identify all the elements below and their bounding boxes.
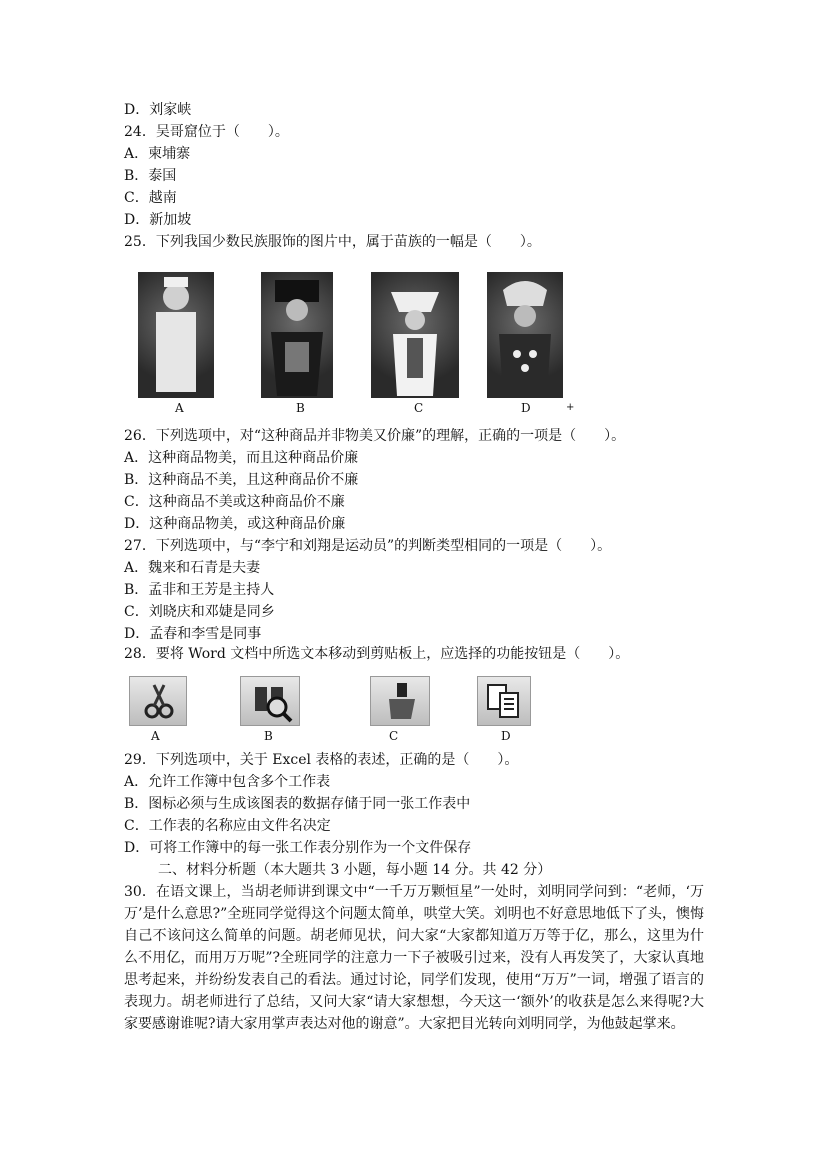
q26-option-c: C．这种商品不美或这种商品价不廉	[124, 494, 345, 510]
q25-label-a: A	[175, 401, 184, 415]
q24-option-b: B．泰国	[124, 168, 177, 184]
costume-photo-c	[371, 272, 459, 398]
q25-label-b: B	[296, 401, 305, 415]
q27-option-a: A．魏来和石青是夫妻	[124, 560, 261, 576]
q28-label-c: C	[389, 729, 399, 743]
section-2-heading: 二、材料分析题（本大题共 3 小题，每小题 14 分。共 42 分）	[158, 862, 552, 878]
q28-label-b: B	[264, 729, 273, 743]
q30-passage: 30．在语文课上，当胡老师讲到课文中“一千万万颗恒星”一处时，刘明同学问到：“老师，‘万万’是什么意思?”全班同学觉得这个问题太简单，哄堂大笑。刘明也不好意思地低下了头，懊悔自己不该问这么简单的问题。胡老师见状，问大家“大家都知道万万等于亿，那么，这里为什么不用亿，而用万万呢”?全班同学的注意力一下子被吸引过来，没有人再发笑了，大家认真地思考起来，并纷纷发表自己的看法。通过讨论，同学们发现，使用“万万”一词，增强了语言的表现力。胡老师进行了总结，又问大家“请大家想想，今天这一‘额外’的收获是怎么来得呢?大家要感谢谁呢?请大家用掌声表达对他的谢意”。大家把目光转向刘明同学，为他鼓起掌来。	[124, 884, 704, 1032]
q29-option-c: C．工作表的名称应由文件名决定	[124, 818, 331, 834]
q28-stem: 28．要将 Word 文档中所选文本移动到剪贴板上，应选择的功能按钮是（ ）。	[124, 646, 630, 662]
costume-photo-a	[138, 272, 214, 398]
q26-stem: 26．下列选项中，对“这种商品并非物美又价廉”的理解，正确的一项是（ ）。	[124, 428, 626, 444]
q25-label-c: C	[414, 401, 424, 415]
q24-option-c: C．越南	[124, 190, 177, 206]
q23-option-d: D．刘家峡	[124, 102, 192, 118]
format-painter-icon	[370, 676, 430, 726]
q26-option-d: D．这种商品物美，或这种商品价廉	[124, 516, 346, 532]
q25-label-d: D	[521, 401, 531, 415]
q25-stem: 25．下列我国少数民族服饰的图片中，属于苗族的一幅是（ ）。	[124, 234, 541, 250]
q27-option-c: C．刘晓庆和邓婕是同乡	[124, 604, 275, 620]
q29-option-a: A．允许工作簿中包含多个工作表	[124, 774, 331, 790]
scissors-icon	[129, 676, 187, 726]
q26-option-b: B．这种商品不美，且这种商品价不廉	[124, 472, 359, 488]
find-icon	[240, 676, 300, 726]
q29-option-d: D．可将工作簿中的每一张工作表分别作为一个文件保存	[124, 840, 472, 856]
q24-stem: 24．吴哥窟位于（ ）。	[124, 124, 289, 140]
q27-option-d: D．孟春和李雪是同事	[124, 626, 262, 642]
q29-option-b: B．图标必须与生成该图表的数据存储于同一张工作表中	[124, 796, 471, 812]
q26-option-a: A．这种商品物美，而且这种商品价廉	[124, 450, 359, 466]
q28-label-a: A	[151, 729, 160, 743]
q27-stem: 27．下列选项中，与“李宁和刘翔是运动员”的判断类型相同的一项是（ ）。	[124, 538, 612, 554]
q29-stem: 29．下列选项中，关于 Excel 表格的表述，正确的是（ ）。	[124, 752, 519, 768]
q27-option-b: B．孟非和王芳是主持人	[124, 582, 275, 598]
q24-option-d: D．新加坡	[124, 212, 192, 228]
q25-mark: +	[566, 402, 575, 413]
copy-icon	[477, 676, 531, 726]
costume-photo-d	[487, 272, 563, 398]
q28-label-d: D	[501, 729, 511, 743]
costume-photo-b	[261, 272, 333, 398]
q24-option-a: A．柬埔寨	[124, 146, 191, 162]
